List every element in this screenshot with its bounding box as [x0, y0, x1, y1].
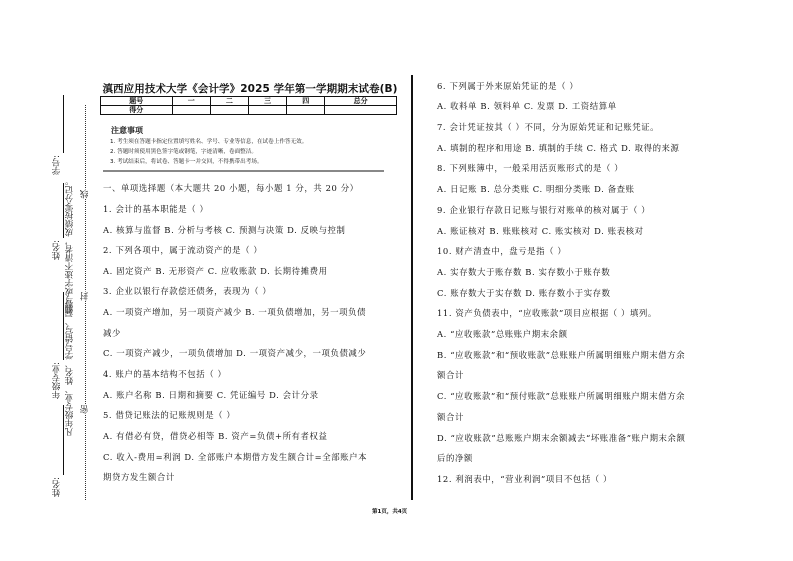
notice-title: 注意事项	[111, 126, 143, 135]
column-divider	[411, 75, 413, 500]
option-line: D. “应收账款”总账账户期末余额减去“坏账准备”账户期末余额	[437, 433, 686, 443]
question-line: 11. 资产负债表中，“应收账款”项目应根据（ ）填列。	[437, 308, 657, 318]
name-label: 姓名:	[52, 240, 62, 260]
major-label: 年级专业:	[52, 362, 62, 399]
option-line: A. 日记账 B. 总分类账 C. 明细分类账 D. 备查账	[437, 184, 635, 194]
score-table-header-row	[101, 97, 397, 106]
option-line: 减少	[103, 328, 121, 338]
option-line: 额合计	[437, 370, 464, 380]
score-cell: 三	[248, 97, 286, 106]
option-line: B. “应收账款”和“预收账款”总账账户所属明细账户期末借方余	[437, 350, 686, 360]
student-id-underline	[63, 95, 64, 153]
option-line: 后的净额	[437, 453, 473, 463]
option-line: C. 收入-费用=利润 D. 全部账户本期借方发生额合计=全部账户本	[103, 452, 368, 462]
score-cell: 二	[210, 97, 248, 106]
option-line: A. 核算与监督 B. 分析与考核 C. 预测与决策 D. 反映与控制	[103, 225, 346, 235]
option-line: C. 一项资产减少，一项负债增加 D. 一项资产减少，一项负债减少	[103, 348, 367, 358]
student-id-label: 学号:	[52, 155, 62, 175]
seal-mark-seal: 封	[80, 292, 90, 301]
notice-item: 2. 答题时须使用黑色签字笔或钢笔，字迹清晰，卷面整洁。	[110, 149, 257, 155]
question-line: 3. 企业以银行存款偿还债务，表现为（ ）	[103, 286, 272, 296]
option-line: A. 一项资产增加，另一项资产减少 B. 一项负债增加，另一项负债	[103, 307, 367, 317]
seal-dotted-line	[85, 105, 86, 500]
question-line: 4. 账户的基本结构不包括（ ）	[103, 369, 227, 379]
notice-divider	[103, 170, 384, 172]
option-line: A. 填制的程序和用途 B. 填制的手续 C. 格式 D. 取得的来源	[437, 143, 680, 153]
page-number: 第1页，共4页	[372, 509, 408, 515]
warning-text-2: 凡年级专业、姓名、学号错写、漏写	[65, 300, 75, 436]
score-cell: 总分	[325, 97, 397, 106]
option-line: A. “应收账款”总账账户期末余额	[437, 329, 568, 339]
score-cell: 得分	[101, 106, 173, 115]
option-line: A. 固定资产 B. 无形资产 C. 应收账款 D. 长期待摊费用	[103, 266, 328, 276]
option-line: C. 账存数大于实存数 D. 账存数小于实存数	[437, 288, 611, 298]
seal-mark-secret: 密	[80, 405, 90, 414]
school-label: 姓名:	[52, 477, 62, 497]
exam-title: 滇西应用技术大学《会计学》2025 学年第一学期期末试卷(B)	[102, 83, 398, 95]
option-line: A. 账户名称 B. 日期和摘要 C. 凭证编号 D. 会计分录	[103, 390, 319, 400]
score-cell: 四	[287, 97, 325, 106]
question-line: 12. 利润表中，“营业利润”项目不包括（ ）	[437, 474, 613, 484]
question-line: 6. 下列属于外来原始凭证的是（ ）	[437, 81, 579, 91]
option-line: A. 账证核对 B. 账账核对 C. 账实核对 D. 账表核对	[437, 226, 644, 236]
score-table-score-row	[101, 106, 397, 115]
question-line: 7. 会计凭证按其（ ）不同，分为原始凭证和记账凭证。	[437, 122, 660, 132]
score-cell	[287, 106, 325, 115]
notice-item: 1. 考生须在答题卡指定位置填写姓名、学号、专业等信息，在试卷上作答无效。	[110, 139, 308, 145]
score-cell	[172, 106, 210, 115]
question-line: 10. 财产清查中，盘亏是指（ ）	[437, 246, 567, 256]
option-line: 额合计	[437, 412, 464, 422]
score-cell	[248, 106, 286, 115]
notice-item: 3. 考试结束后，将试卷、答题卡一并交回，不得携带出考场。	[110, 159, 263, 165]
question-line: 8. 下列账簿中，一般采用活页账形式的是（ ）	[437, 163, 624, 173]
score-cell	[325, 106, 397, 115]
score-cell: 题号	[101, 97, 173, 106]
option-line: A. 实存数大于账存数 B. 实存数小于账存数	[437, 267, 611, 277]
score-cell: 一	[172, 97, 210, 106]
option-line: C. “应收账款”和“预付账款”总账账户所属明细账户期末借方余	[437, 391, 686, 401]
score-cell	[210, 106, 248, 115]
warning-text-1: 漏写或字迹不清者，成绩按零分记。	[65, 177, 75, 313]
option-line: A. 有借必有贷，借贷必相等 B. 资产=负债+所有者权益	[103, 431, 328, 441]
section-heading: 一、单项选择题（本大题共 20 小题，每小题 1 分，共 20 分）	[103, 183, 359, 193]
question-line: 9. 企业银行存款日记账与银行对账单的核对属于（ ）	[437, 205, 651, 215]
question-line: 5. 借贷记账法的记账规则是（ ）	[103, 410, 236, 420]
seal-mark-line: 线	[80, 190, 90, 199]
option-line: 期贷方发生额合计	[103, 472, 175, 482]
question-line: 2. 下列各项中，属于流动资产的是（ ）	[103, 245, 263, 255]
question-line: 1. 会计的基本职能是（ ）	[103, 204, 209, 214]
score-table	[100, 96, 397, 115]
option-line: A. 收料单 B. 领料单 C. 发票 D. 工资结算单	[437, 101, 617, 111]
